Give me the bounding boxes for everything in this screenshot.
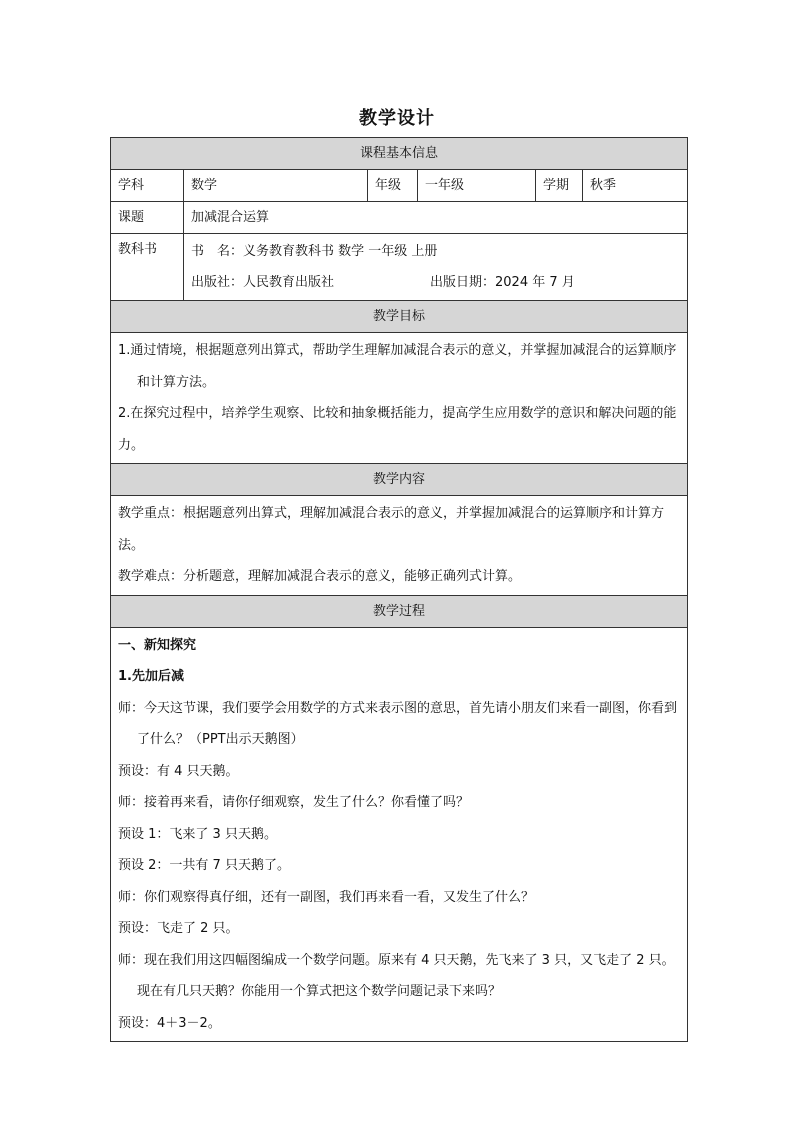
content-body (111, 496, 688, 596)
basic-info-header: 课程基本信息 (111, 138, 688, 170)
process-line: 预设：飞走了 2 只。 (118, 921, 239, 936)
topic-label: 课题 (111, 202, 184, 234)
textbook-row (111, 234, 688, 301)
grade-value: 一年级 (418, 170, 536, 202)
process-line: 师：你们观察得真仔细，还有一副图，我们再来看一看，又发生了什么？ (118, 889, 535, 905)
textbook-name: 书 名：义务教育教科书 数学 一年级 上册 (191, 244, 438, 259)
objectives-row (111, 333, 688, 464)
content-row (111, 496, 688, 596)
process-line: 预设 2：一共有 7 只天鹅了。 (118, 858, 290, 873)
process-sub-title: 1.先加后减 (118, 669, 184, 684)
process-body (111, 627, 688, 1042)
process-line: 师：接着再来看，请你仔细观察，发生了什么？你看懂了吗？ (118, 795, 470, 810)
objective-item: 1.通过情境，根据题意列出算式，帮助学生理解加减混合表示的意义，并掌握加减混合的运算顺序和计算方法。 (118, 343, 677, 390)
objective-item: 2.在探究过程中，培养学生观察、比较和抽象概括能力，提高学生应用数学的意识和解决问题的能力。 (118, 406, 677, 453)
process-line: 预设：有 4 只天鹅。 (118, 763, 239, 779)
objectives-header: 教学目标 (111, 301, 688, 333)
publisher-row (191, 267, 680, 298)
process-section-title: 一、新知探究 (118, 637, 197, 653)
objectives-list (111, 333, 688, 464)
key-point: 教学重点：根据题意列出算式，理解加减混合表示的意义，并掌握加减混合的运算顺序和计算方法。 (118, 506, 665, 553)
difficulty-point: 教学难点：分析题意，理解加减混合表示的意义，能够正确列式计算。 (118, 569, 522, 584)
publisher: 出版社：人民教育出版社 (191, 275, 335, 290)
process-line: 预设：4＋3－2。 (118, 1015, 221, 1031)
process-row (111, 627, 688, 1042)
subject-value: 数学 (184, 170, 368, 202)
topic-value: 加减混合运算 (184, 202, 688, 234)
content-header: 教学内容 (111, 464, 688, 496)
process-line: 预设 1：飞来了 3 只天鹅。 (118, 826, 277, 842)
content-header-row (111, 464, 688, 496)
subject-label: 学科 (111, 170, 184, 202)
process-header: 教学过程 (111, 595, 688, 627)
term-value: 秋季 (583, 170, 688, 202)
publish-date: 出版日期：2024 年 7 月 (430, 275, 575, 290)
basic-info-header-row (111, 138, 688, 170)
textbook-info (184, 234, 688, 301)
process-header-row (111, 595, 688, 627)
textbook-label: 教科书 (111, 234, 184, 301)
objectives-header-row (111, 301, 688, 333)
document-title: 教学设计 (359, 108, 435, 129)
subject-row (111, 170, 688, 202)
topic-row (111, 202, 688, 234)
lesson-plan-table (110, 137, 688, 1042)
process-line: 师：今天这节课，我们要学会用数学的方式来表示图的意思，首先请小朋友们来看一副图，你看到了什么？（PPT出示天鹅图） (118, 700, 678, 747)
grade-label: 年级 (368, 170, 418, 202)
term-label: 学期 (536, 170, 583, 202)
process-line: 师：现在我们用这四幅图编成一个数学问题。原来有 4 只天鹅，先飞来了 3 只，又飞走了 2 只。现在有几只天鹅？你能用一个算式把这个数学问题记录下来吗？ (118, 952, 675, 999)
